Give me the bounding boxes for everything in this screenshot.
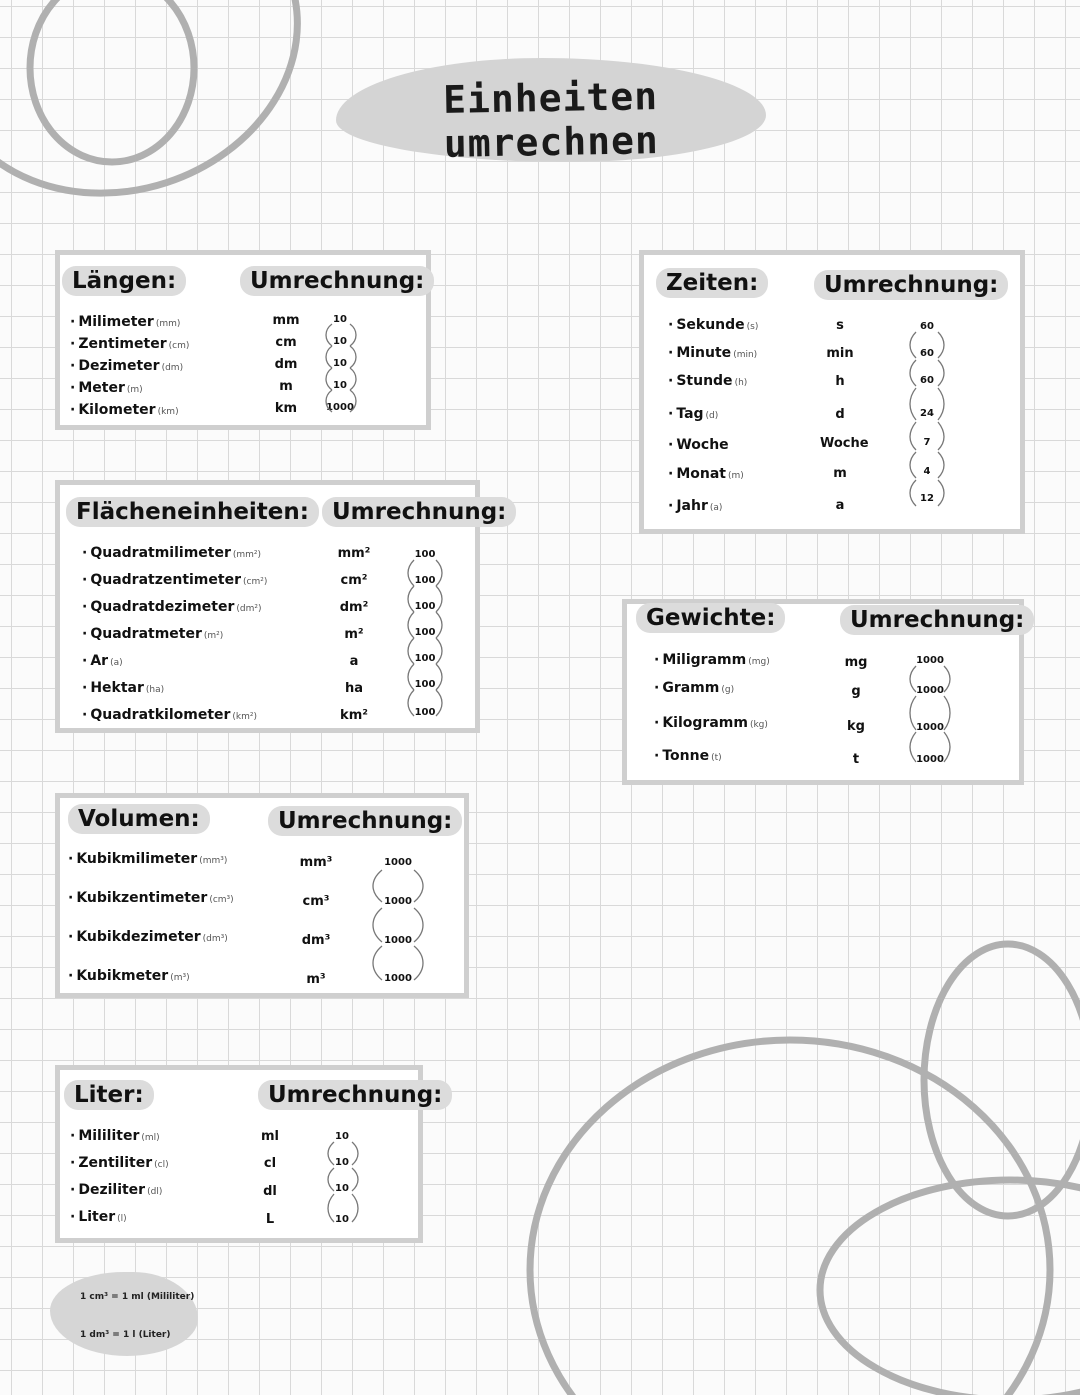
list-item: · Miligramm (mg) (654, 652, 770, 668)
factor-label: 24 (920, 408, 934, 419)
unit-label: km (274, 401, 298, 416)
list-item: · Zentiliter (cl) (70, 1155, 169, 1171)
list-item: · Gramm (g) (654, 680, 735, 696)
list-item: · Kubikzentimeter (cm³) (68, 890, 234, 906)
factor-label: 10 (333, 336, 347, 347)
factor-label: 60 (920, 321, 934, 332)
conversion-arrows (320, 1138, 366, 1230)
note-highlight (50, 1272, 198, 1356)
unit-label: cm³ (302, 894, 330, 909)
list-item: · Tonne (t) (654, 748, 722, 764)
list-item: · Tag (d) (668, 406, 719, 422)
factor-label: 7 (923, 437, 931, 448)
factor-label: 60 (920, 348, 934, 359)
list-item: · Meter (m) (70, 380, 143, 396)
list-item: · Kubikdezimeter (dm³) (68, 929, 228, 945)
list-item: · Kubikmilimeter (mm³) (68, 851, 228, 867)
heading-volumen: Volumen: (68, 804, 210, 834)
unit-label: L (265, 1212, 275, 1227)
unit-label: m² (344, 627, 364, 642)
conversion-arrows (904, 326, 952, 512)
list-item: · Hektar (ha) (82, 680, 165, 696)
list-item: · Sekunde (s) (668, 317, 759, 333)
list-item: · Monat (m) (668, 466, 744, 482)
factor-label: 100 (414, 707, 436, 718)
unit-label: cm (275, 335, 297, 350)
list-item: · Quadratdezimeter (dm²) (82, 599, 262, 615)
unit-label: Woche (820, 436, 869, 451)
heading-laengen: Längen: (62, 266, 186, 296)
unit-label: t (852, 752, 860, 767)
unit-label: ml (260, 1129, 279, 1144)
factor-label: 1000 (916, 655, 944, 666)
page-title: Einheiten umrechnen (442, 74, 660, 166)
factor-label: 1000 (384, 935, 412, 946)
conv-heading-laengen: Umrechnung: (240, 266, 434, 296)
list-item: · Deziliter (dl) (70, 1182, 163, 1198)
conv-heading-liter: Umrechnung: (258, 1080, 452, 1110)
factor-label: 100 (414, 575, 436, 586)
factor-label: 10 (335, 1214, 349, 1225)
factor-label: 1000 (916, 754, 944, 765)
heading-liter: Liter: (64, 1080, 154, 1110)
unit-label: cm² (340, 573, 368, 588)
list-item: · Quadratzentimeter (cm²) (82, 572, 268, 588)
unit-label: mg (844, 655, 868, 670)
factor-label: 12 (920, 493, 934, 504)
list-item: · Milimeter (mm) (70, 314, 181, 330)
unit-label: kg (847, 719, 865, 734)
list-item: · Dezimeter (dm) (70, 358, 184, 374)
factor-label: 100 (414, 549, 436, 560)
list-item: · Stunde (h) (668, 373, 748, 389)
note-line: 1 dm³ = 1 l (Liter) (80, 1330, 171, 1340)
unit-label: m (279, 379, 293, 394)
heading-flaechen: Flächeneinheiten: (66, 497, 319, 527)
factor-label: 4 (923, 466, 931, 477)
factor-label: 1000 (384, 973, 412, 984)
factor-label: 1000 (384, 896, 412, 907)
list-item: · Kilometer (km) (70, 402, 179, 418)
conv-heading-gewichte: Umrechnung: (840, 605, 1034, 635)
unit-label: ha (344, 681, 364, 696)
note-line: 1 cm³ = 1 ml (Mililiter) (80, 1292, 195, 1302)
unit-label: cl (263, 1156, 277, 1171)
list-item: · Kubikmeter (m³) (68, 968, 190, 984)
factor-label: 1000 (916, 685, 944, 696)
conv-heading-flaechen: Umrechnung: (322, 497, 516, 527)
list-item: · Quadratkilometer (km²) (82, 707, 258, 723)
unit-label: h (835, 374, 845, 389)
unit-label: s (836, 318, 844, 333)
conversion-arrows (318, 318, 364, 422)
factor-label: 1000 (916, 722, 944, 733)
unit-label: km² (340, 708, 368, 723)
unit-label: d (835, 407, 845, 422)
list-item: · Quadratmeter (m²) (82, 626, 224, 642)
factor-label: 100 (414, 601, 436, 612)
conversion-arrows (368, 862, 432, 986)
factor-label: 10 (335, 1157, 349, 1168)
unit-label: a (349, 654, 359, 669)
factor-label: 10 (333, 314, 347, 325)
conversion-arrows (904, 660, 960, 772)
unit-label: dl (263, 1184, 277, 1199)
unit-label: m (833, 466, 847, 481)
heading-gewichte: Gewichte: (636, 603, 785, 633)
list-item: · Kilogramm (kg) (654, 715, 768, 731)
list-item: · Zentimeter (cm) (70, 336, 190, 352)
factor-label: 10 (335, 1183, 349, 1194)
factor-label: 100 (414, 627, 436, 638)
factor-label: 100 (414, 679, 436, 690)
factor-label: 10 (335, 1131, 349, 1142)
list-item: · Ar (a) (82, 653, 123, 669)
conversion-arrows (402, 554, 450, 724)
heading-zeiten: Zeiten: (656, 268, 768, 298)
unit-label: dm² (339, 600, 369, 615)
unit-label: mm² (337, 546, 371, 561)
factor-label: 10 (333, 358, 347, 369)
list-item: · Quadratmilimeter (mm²) (82, 545, 262, 561)
factor-label: 1000 (384, 857, 412, 868)
factor-label: 1000 (326, 402, 354, 413)
factor-label: 10 (333, 380, 347, 391)
unit-label: mm (272, 313, 300, 328)
unit-label: m³ (306, 972, 326, 987)
list-item: · Jahr (a) (668, 498, 723, 514)
list-item: · Mililiter (ml) (70, 1128, 160, 1144)
list-item: · Liter (l) (70, 1209, 127, 1225)
list-item: · Woche (668, 437, 729, 453)
factor-label: 60 (920, 375, 934, 386)
conv-heading-volumen: Umrechnung: (268, 806, 462, 836)
unit-label: dm (274, 357, 298, 372)
unit-label: mm³ (299, 855, 333, 870)
factor-label: 100 (414, 653, 436, 664)
unit-label: g (851, 684, 861, 699)
unit-label: a (835, 498, 845, 513)
unit-label: dm³ (301, 933, 331, 948)
conv-heading-zeiten: Umrechnung: (814, 270, 1008, 300)
list-item: · Minute (min) (668, 345, 758, 361)
unit-label: min (826, 346, 854, 361)
